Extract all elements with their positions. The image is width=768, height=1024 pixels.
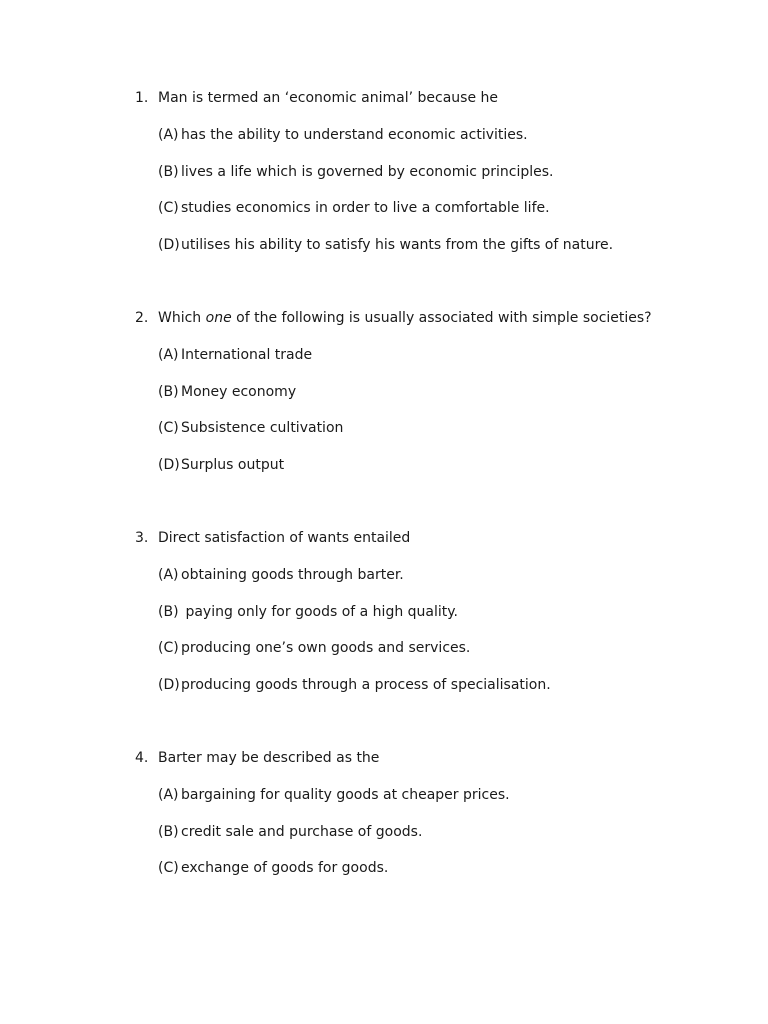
option-letter: (D) bbox=[158, 237, 180, 254]
option-text: Subsistence cultivation bbox=[181, 420, 344, 437]
option-text: lives a life which is governed by economic principles. bbox=[181, 163, 554, 180]
option-text: producing goods through a process of specialisation. bbox=[181, 677, 551, 694]
option-text: producing one’s own goods and services. bbox=[181, 640, 471, 657]
question-text: Barter may be described as the bbox=[158, 750, 380, 766]
question-text-before: Which bbox=[158, 310, 206, 326]
answer-option-a bbox=[158, 345, 735, 365]
option-letter: (A) bbox=[158, 787, 179, 803]
option-letter: (A) bbox=[158, 347, 179, 363]
answer-option-a bbox=[158, 565, 735, 585]
option-text: bargaining for quality goods at cheaper prices. bbox=[181, 787, 510, 803]
question-4 bbox=[135, 748, 735, 895]
question-text-emphasis: one bbox=[205, 310, 232, 326]
option-letter: (C) bbox=[158, 640, 179, 657]
question-stem bbox=[135, 528, 735, 548]
answer-option-c bbox=[158, 198, 735, 218]
option-text: exchange of goods for goods. bbox=[181, 860, 389, 877]
option-letter: (B) bbox=[158, 383, 179, 400]
question-1 bbox=[135, 88, 735, 272]
answer-option-b bbox=[158, 162, 735, 182]
answer-options bbox=[158, 565, 735, 695]
option-letter: (C) bbox=[158, 860, 179, 877]
option-letter: (B) bbox=[158, 823, 179, 840]
answer-option-b bbox=[158, 822, 735, 842]
option-letter: (C) bbox=[158, 200, 179, 217]
question-stem bbox=[135, 88, 735, 108]
answer-options bbox=[158, 785, 735, 878]
question-text-after: of the following is usually associated with simple societies? bbox=[231, 310, 652, 326]
question-stem bbox=[135, 308, 735, 328]
question-number: 1. bbox=[135, 90, 149, 106]
answer-options bbox=[158, 345, 735, 475]
question-text: Man is termed an ‘economic animal’ because he bbox=[158, 90, 498, 106]
option-letter: (A) bbox=[158, 567, 179, 583]
answer-option-d bbox=[158, 235, 735, 255]
option-text: International trade bbox=[181, 347, 313, 363]
option-text: has the ability to understand economic activities. bbox=[181, 127, 528, 143]
option-letter: (A) bbox=[158, 127, 179, 143]
answer-option-c bbox=[158, 418, 735, 438]
answer-option-d bbox=[158, 455, 735, 475]
option-letter: (C) bbox=[158, 420, 179, 437]
option-letter: (B) bbox=[158, 603, 179, 620]
option-text: utilises his ability to satisfy his wants from the gifts of nature. bbox=[181, 237, 614, 254]
answer-option-c bbox=[158, 858, 735, 878]
option-letter: (B) bbox=[158, 163, 179, 180]
answer-option-a bbox=[158, 785, 735, 805]
option-text: obtaining goods through barter. bbox=[181, 567, 404, 583]
question-number: 2. bbox=[135, 310, 149, 326]
option-text: paying only for goods of a high quality. bbox=[181, 603, 459, 620]
question-number: 3. bbox=[135, 530, 149, 546]
option-text: Money economy bbox=[181, 383, 297, 400]
question-2 bbox=[135, 308, 735, 492]
answer-option-b bbox=[158, 602, 735, 622]
answer-option-b bbox=[158, 382, 735, 402]
option-letter: (D) bbox=[158, 457, 180, 474]
question-text: Direct satisfaction of wants entailed bbox=[158, 530, 411, 546]
option-text: studies economics in order to live a comfortable life. bbox=[181, 200, 550, 217]
question-3 bbox=[135, 528, 735, 712]
question-number: 4. bbox=[135, 750, 149, 766]
option-text: Surplus output bbox=[181, 457, 285, 474]
answer-option-c bbox=[158, 638, 735, 658]
question-stem bbox=[135, 748, 735, 768]
answer-option-d bbox=[158, 675, 735, 695]
answer-option-a bbox=[158, 125, 735, 145]
answer-options bbox=[158, 125, 735, 255]
option-letter: (D) bbox=[158, 677, 180, 694]
option-text: credit sale and purchase of goods. bbox=[181, 823, 423, 840]
